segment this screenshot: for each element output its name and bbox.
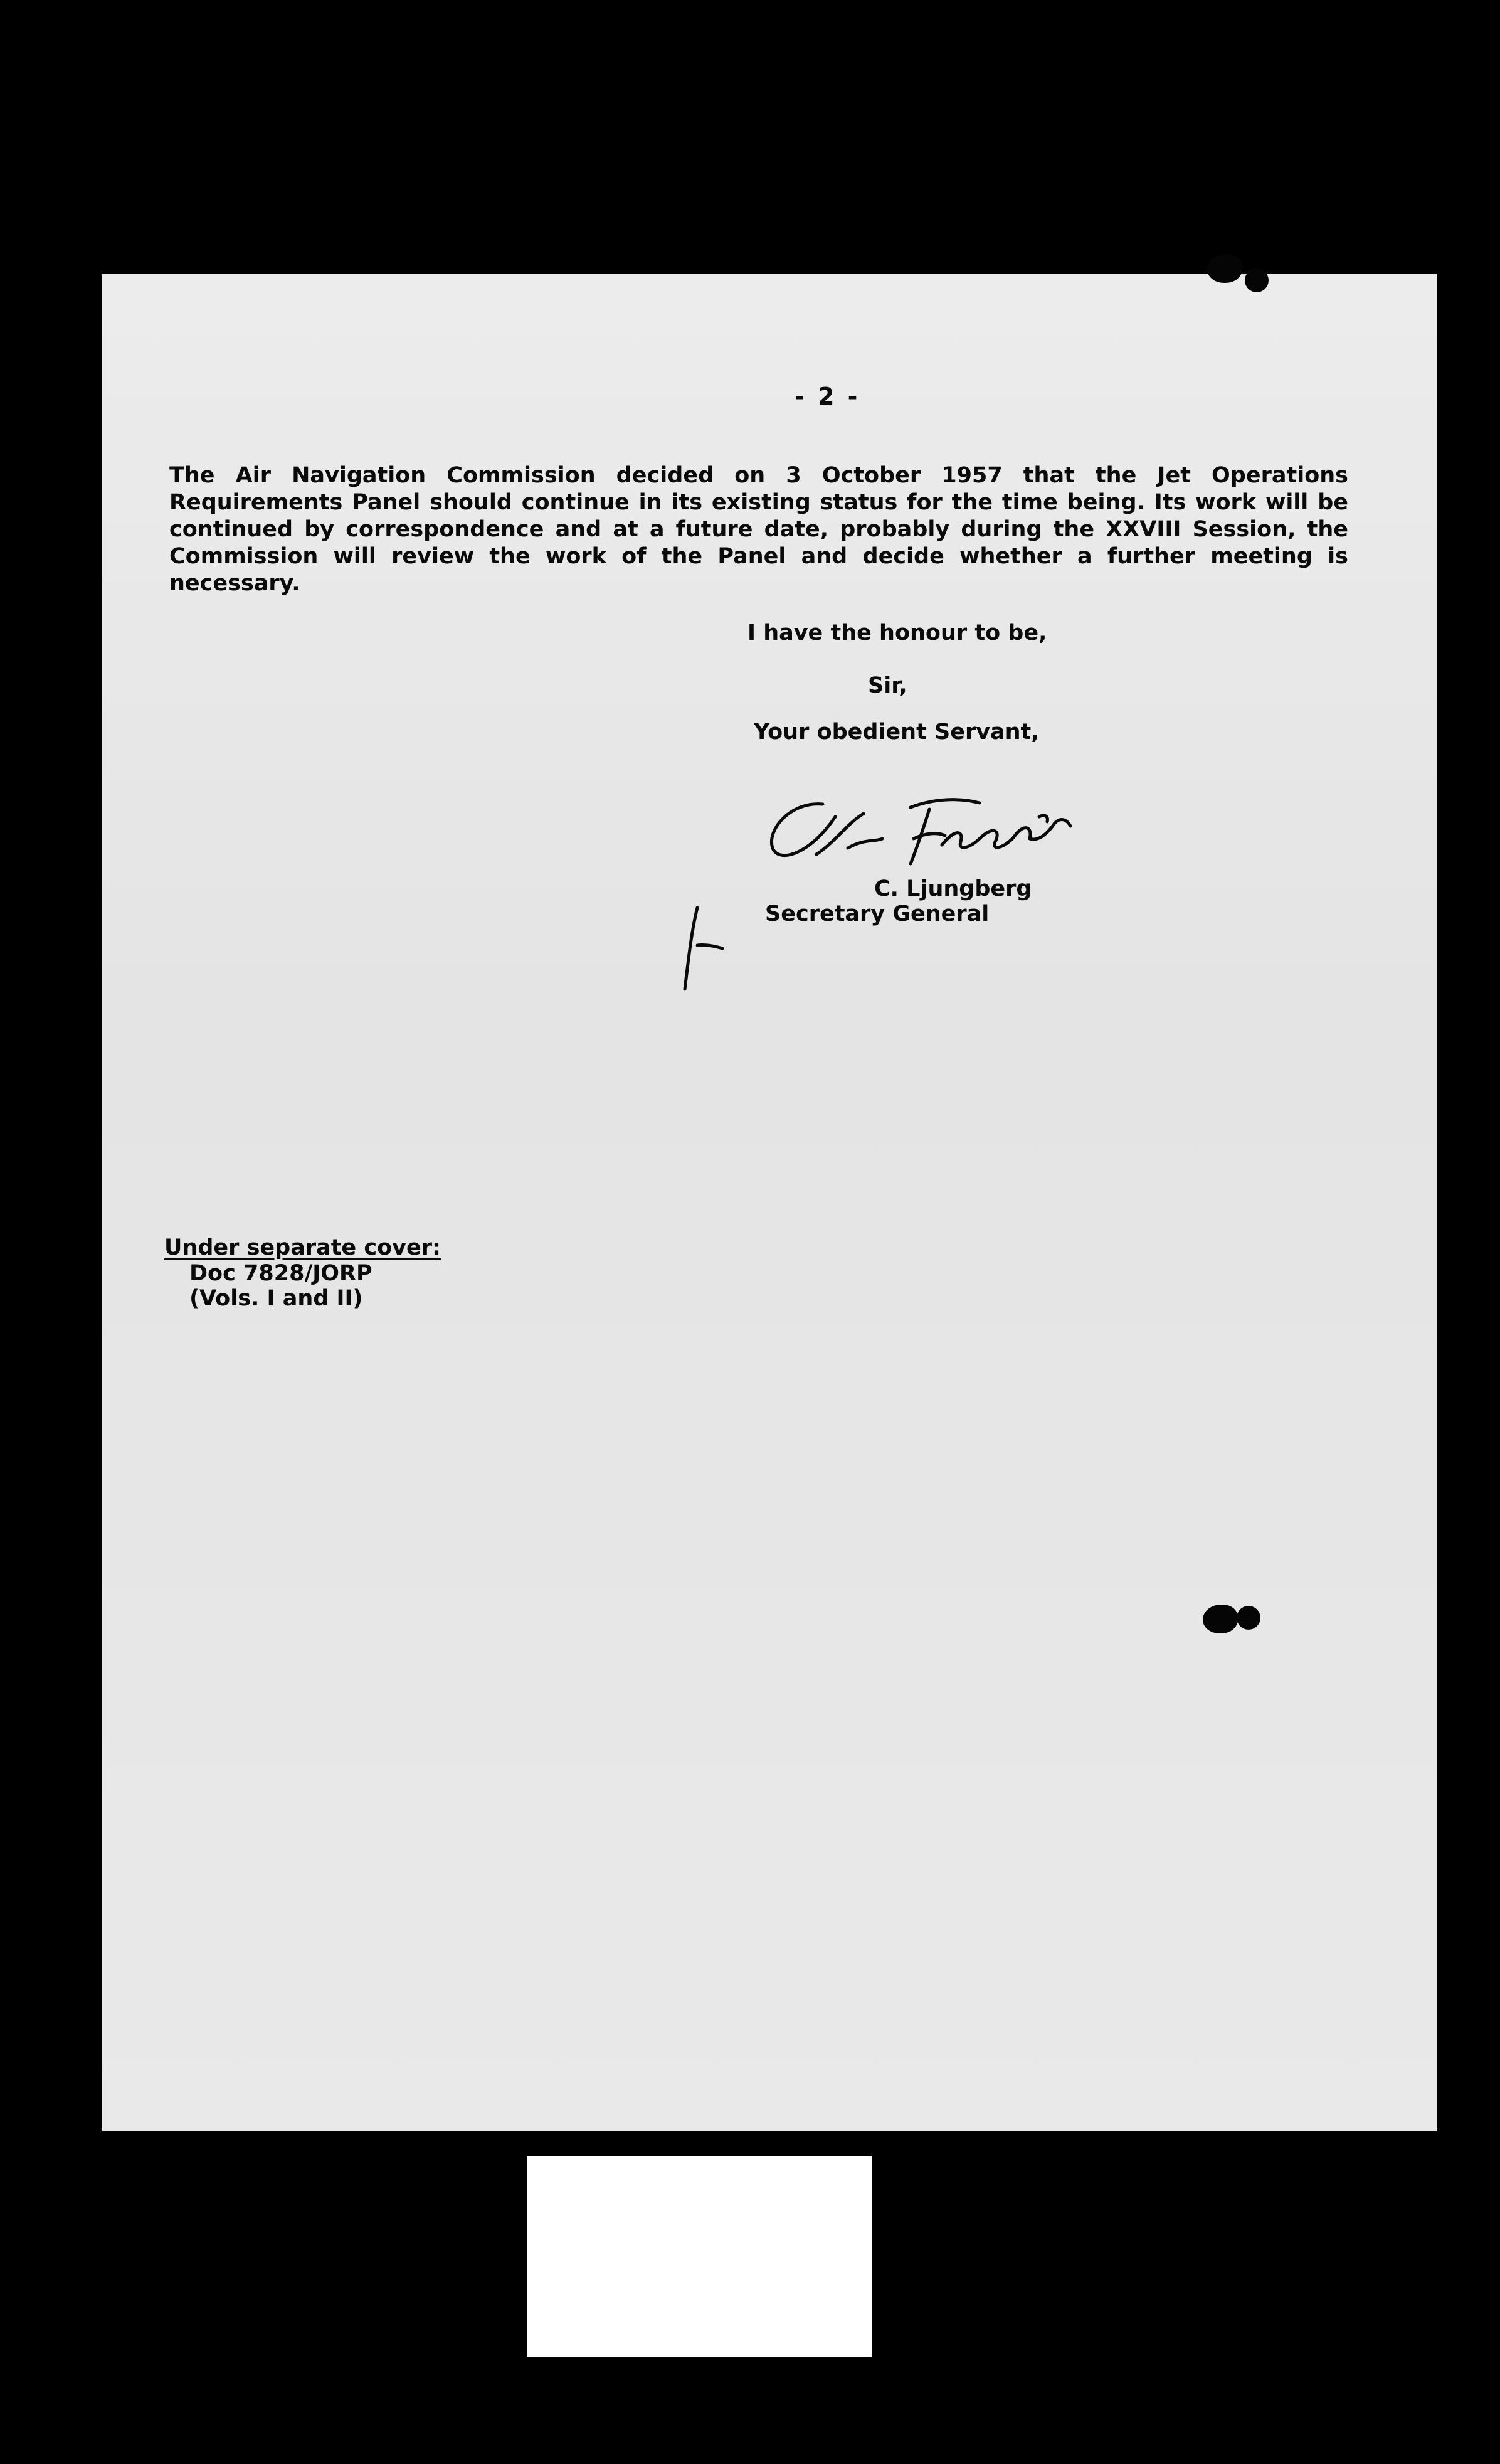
handwritten-signature	[754, 779, 1080, 873]
binding-hole-mark	[1237, 1606, 1260, 1630]
initial-mark	[672, 901, 729, 996]
page-number: - 2 -	[795, 383, 860, 410]
enclosure-volumes: (Vols. I and II)	[189, 1286, 363, 1311]
binding-hole-mark	[1203, 1605, 1238, 1633]
signatory-title: Secretary General	[765, 901, 990, 927]
blank-label-card	[527, 2156, 872, 2357]
signatory-name: C. Ljungberg	[874, 876, 1032, 901]
enclosure-document-reference: Doc 7828/JORP	[189, 1261, 372, 1286]
closing-salutation: Sir,	[868, 673, 907, 698]
letter-page	[102, 274, 1437, 2131]
closing-honour-line: I have the honour to be,	[747, 620, 1047, 645]
closing-servant-line: Your obedient Servant,	[754, 720, 1040, 745]
letter-body-paragraph: The Air Navigation Commission decided on 3 October 1957 that the Jet Operations Requirements Panel should continue in its existing status for the time being. Its work will be continued by correspondence and at a future date, probably during the XXVIII Session, the Commission will review the work of the Panel and decide whether a further meeting is necessary.	[169, 463, 1348, 596]
binding-hole-mark	[1207, 254, 1242, 283]
enclosure-heading: Under separate cover:	[164, 1235, 441, 1260]
binding-hole-mark	[1245, 268, 1269, 292]
